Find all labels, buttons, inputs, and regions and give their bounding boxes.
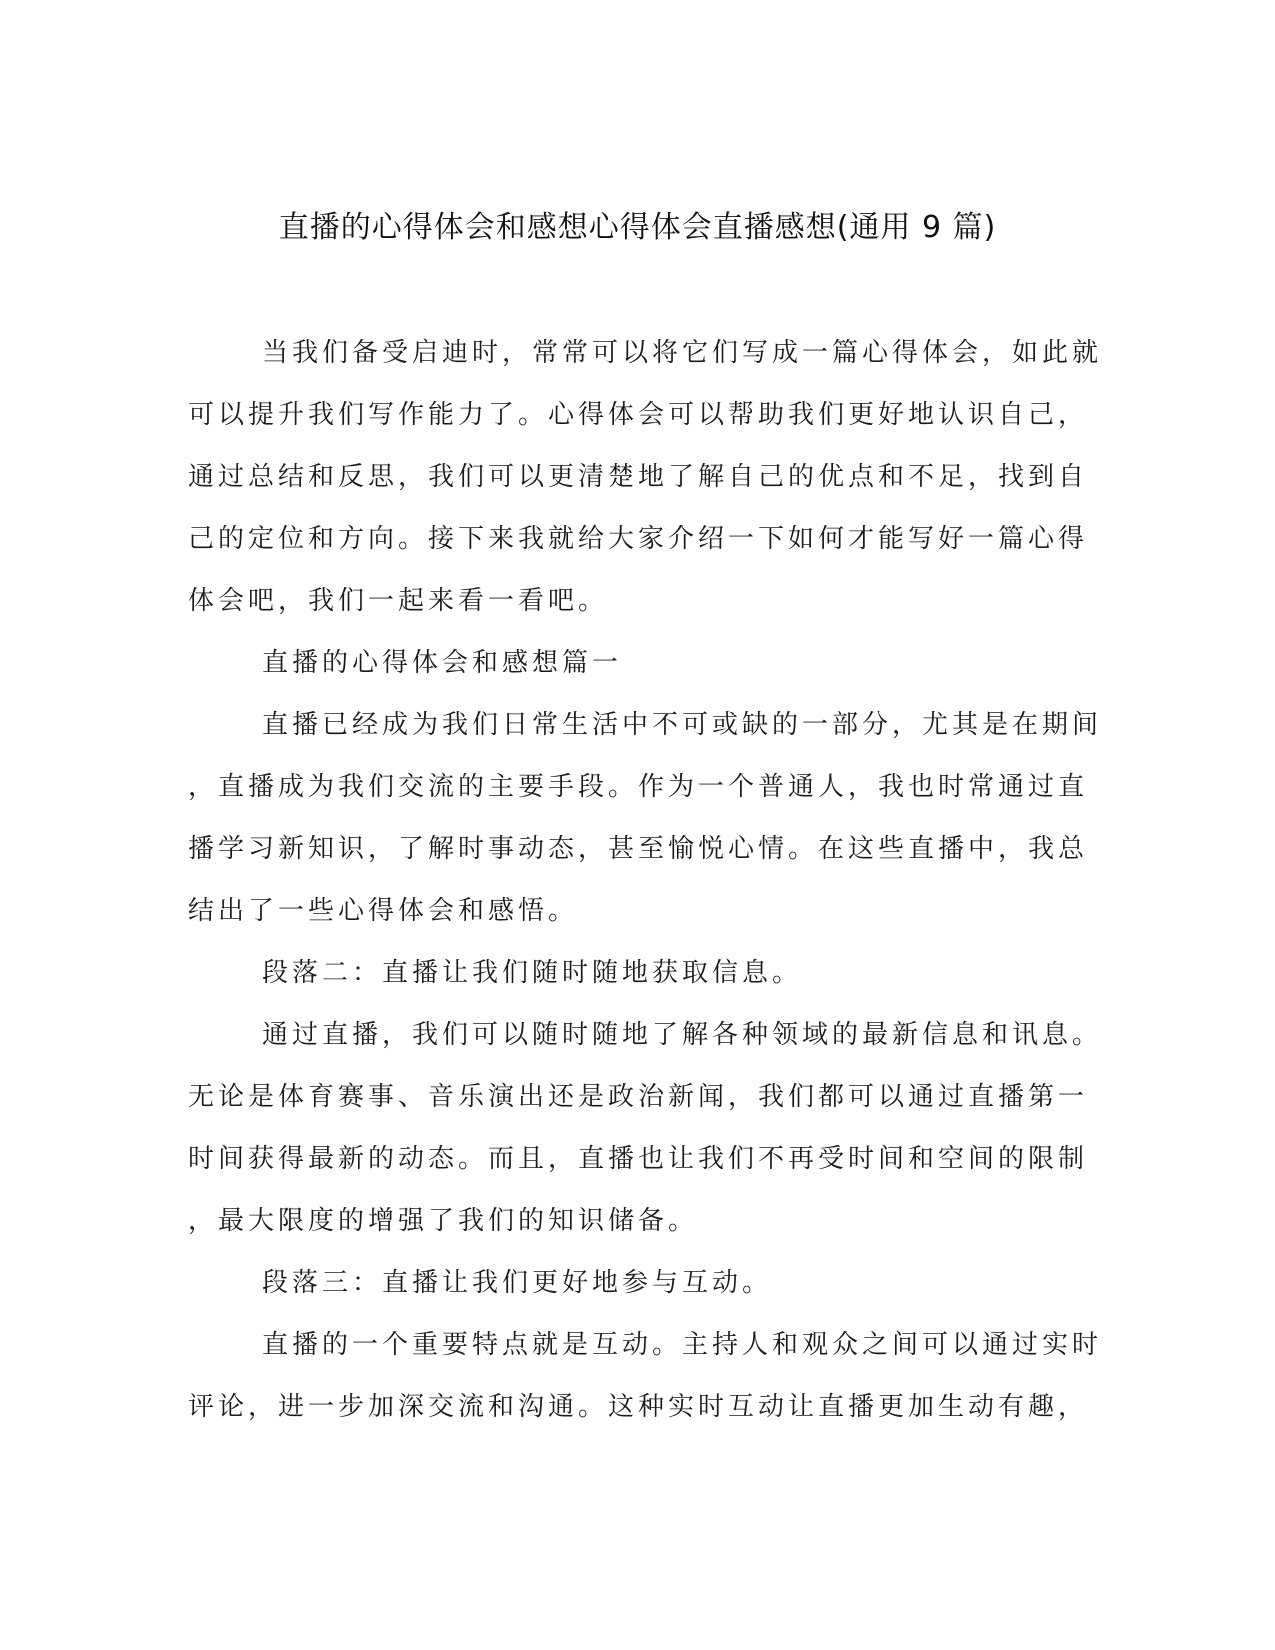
body-line: 结出了一些心得体会和感悟。 <box>188 896 579 926</box>
body-line: 无论是体育赛事、音乐演出还是政治新闻，我们都可以通过直播第一 <box>188 1082 1089 1112</box>
document-title: 直播的心得体会和感想心得体会直播感想(通用 9 篇) <box>278 210 997 245</box>
body-line: ，直播成为我们交流的主要手段。作为一个普通人，我也时常通过直 <box>188 772 1089 802</box>
body-line: 直播的一个重要特点就是互动。主持人和观众之间可以通过实时 <box>262 1330 1103 1360</box>
body-line: 直播的心得体会和感想篇一 <box>262 648 623 678</box>
body-line: 评论，进一步加深交流和沟通。这种实时互动让直播更加生动有趣， <box>188 1392 1089 1422</box>
body-line: 段落二：直播让我们随时随地获取信息。 <box>262 958 803 988</box>
body-line: ，最大限度的增强了我们的知识储备。 <box>188 1206 699 1236</box>
body-line: 体会吧，我们一起来看一看吧。 <box>188 586 609 616</box>
body-line: 当我们备受启迪时，常常可以将它们写成一篇心得体会，如此就 <box>262 338 1103 368</box>
body-line: 通过总结和反思，我们可以更清楚地了解自己的优点和不足，找到自 <box>188 462 1089 492</box>
body-line: 播学习新知识，了解时事动态，甚至愉悦心情。在这些直播中，我总 <box>188 834 1089 864</box>
body-line: 通过直播，我们可以随时随地了解各种领域的最新信息和讯息。 <box>262 1020 1103 1050</box>
body-line: 直播已经成为我们日常生活中不可或缺的一部分，尤其是在期间 <box>262 710 1103 740</box>
body-line: 己的定位和方向。接下来我就给大家介绍一下如何才能写好一篇心得 <box>188 524 1089 554</box>
body-line: 可以提升我们写作能力了。心得体会可以帮助我们更好地认识自己， <box>188 400 1089 430</box>
body-line: 段落三：直播让我们更好地参与互动。 <box>262 1268 773 1298</box>
body-line: 时间获得最新的动态。而且，直播也让我们不再受时间和空间的限制 <box>188 1144 1089 1174</box>
document-body <box>188 322 1103 1438</box>
